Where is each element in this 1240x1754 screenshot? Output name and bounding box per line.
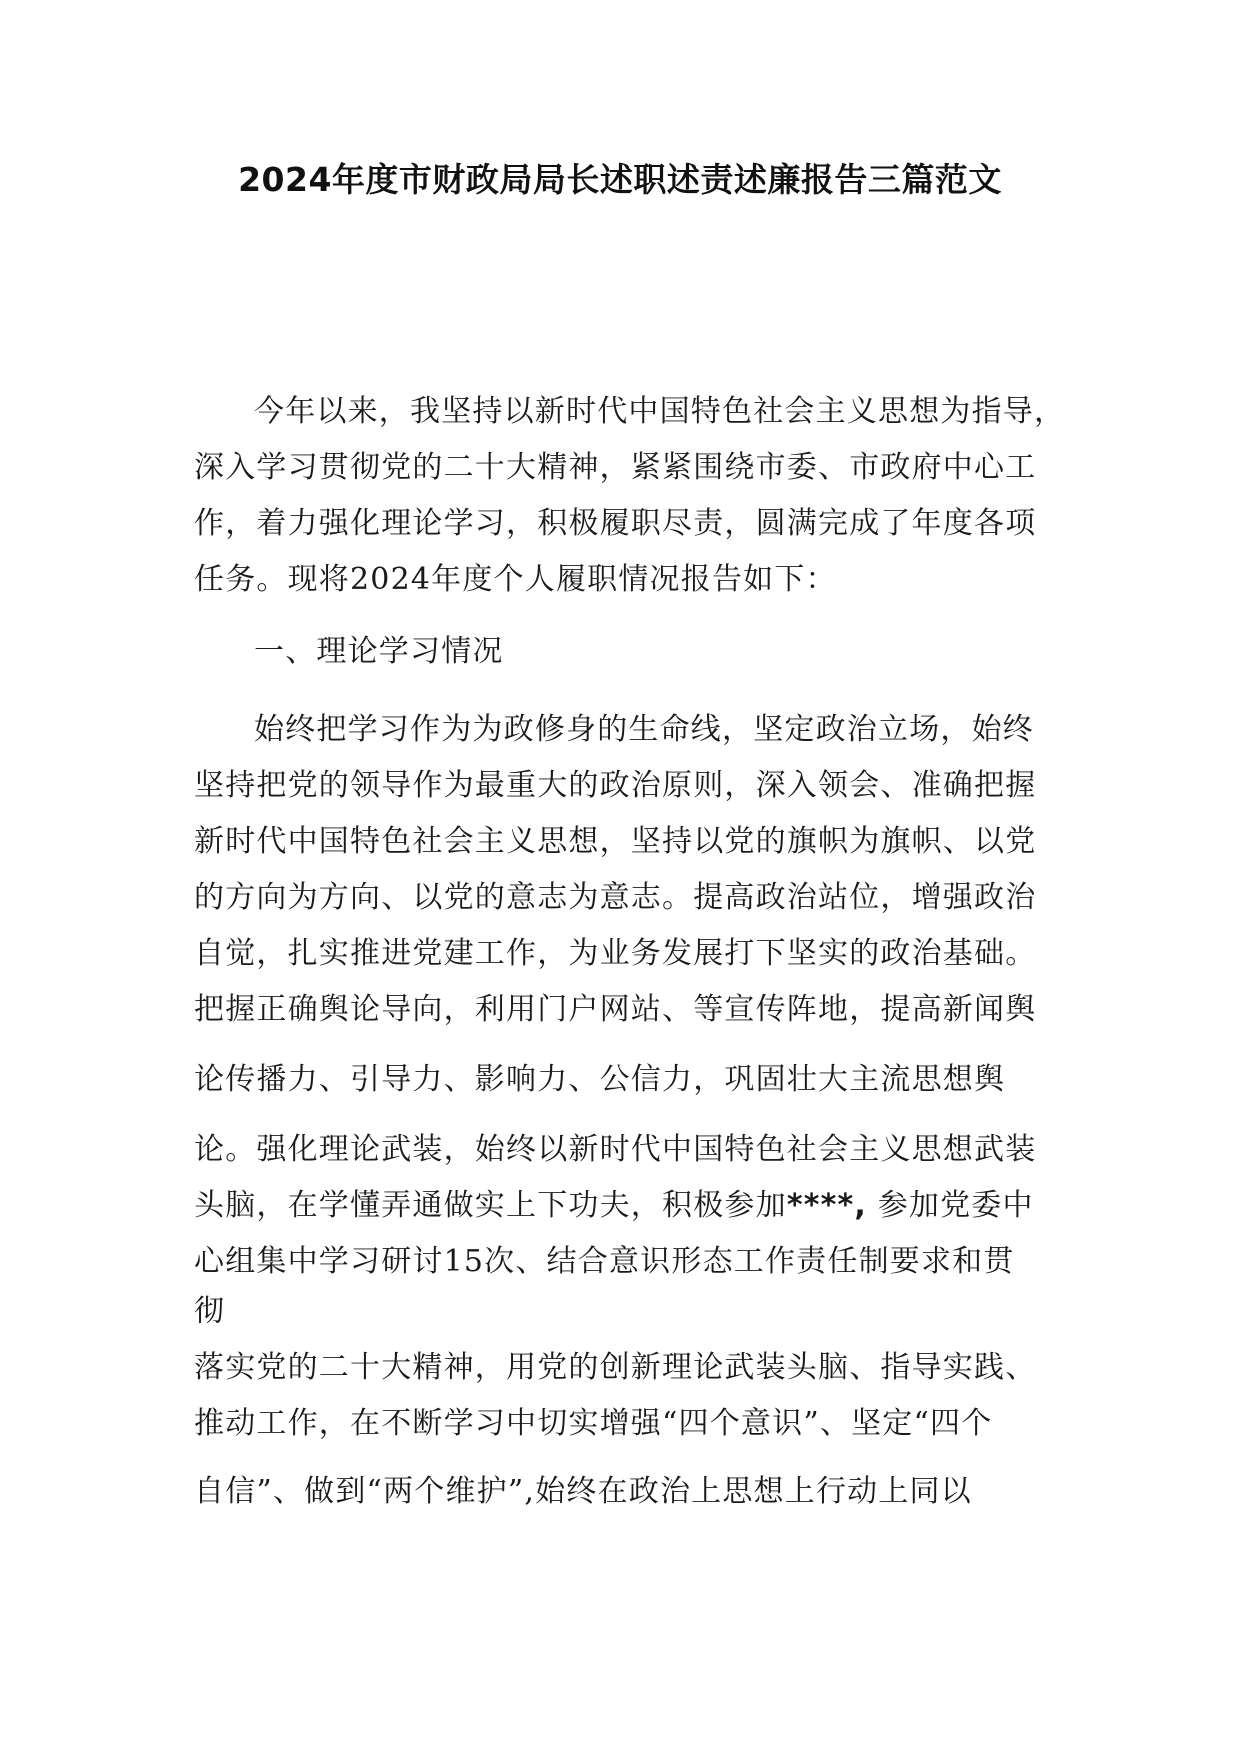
- paragraph-line: 的方向为方向、以党的意志为意志。提高政治站位，增强政治: [194, 880, 1037, 915]
- paragraph-line: 自信”、做到“两个维护”,始终在政治上思想上行动上同以: [194, 1474, 972, 1509]
- paragraph-line: 作，着力强化理论学习，积极履职尽责，圆满完成了年度各项: [194, 506, 1037, 541]
- paragraph-line: 任务。现将2024年度个人履职情况报告如下：: [194, 562, 837, 597]
- paragraph-line: [194, 1184, 1054, 1228]
- paragraph-line: 彻: [194, 1294, 226, 1329]
- section-heading: 一、理论学习情况: [254, 634, 504, 669]
- paragraph-line: 始终把学习作为为政修身的生命线，坚定政治立场，始终: [254, 712, 1034, 747]
- paragraph-line: 论传播力、引导力、影响力、公信力，巩固壮大主流思想舆: [194, 1062, 1006, 1097]
- paragraph-line: 坚持把党的领导作为最重大的政治原则，深入领会、准确把握: [194, 768, 1037, 803]
- paragraph-line: 推动工作，在不断学习中切实增强“四个意识”、坚定“四个: [194, 1406, 993, 1441]
- line-text: 参加党委中: [866, 1188, 1034, 1223]
- paragraph-line: 把握正确舆论导向，利用门户网站、等宣传阵地，提高新闻舆: [194, 992, 1037, 1027]
- paragraph-line: 落实党的二十大精神，用党的创新理论武装头脑、指导实践、: [194, 1350, 1037, 1385]
- paragraph-line: 心组集中学习研讨15次、结合意识形态工作责任制要求和贯: [194, 1244, 1015, 1279]
- paragraph-line: 论。强化理论武装，始终以新时代中国特色社会主义思想武装: [194, 1132, 1037, 1167]
- paragraph-line: 深入学习贯彻党的二十大精神，紧紧围绕市委、市政府中心工: [194, 450, 1037, 485]
- paragraph-line: 今年以来，我坚持以新时代中国特色社会主义思想为指导，: [254, 394, 1066, 429]
- masked-text: ****,: [786, 1188, 867, 1223]
- paragraph-line: 自觉，扎实推进党建工作，为业务发展打下坚实的政治基础。: [194, 936, 1037, 971]
- line-text: 头脑，在学懂弄通做实上下功夫，积极参加: [194, 1188, 787, 1223]
- document-title: 2024年度市财政局局长述职述责述廉报告三篇范文: [238, 160, 1002, 199]
- paragraph-line: 新时代中国特色社会主义思想，坚持以党的旗帜为旗帜、以党: [194, 824, 1037, 859]
